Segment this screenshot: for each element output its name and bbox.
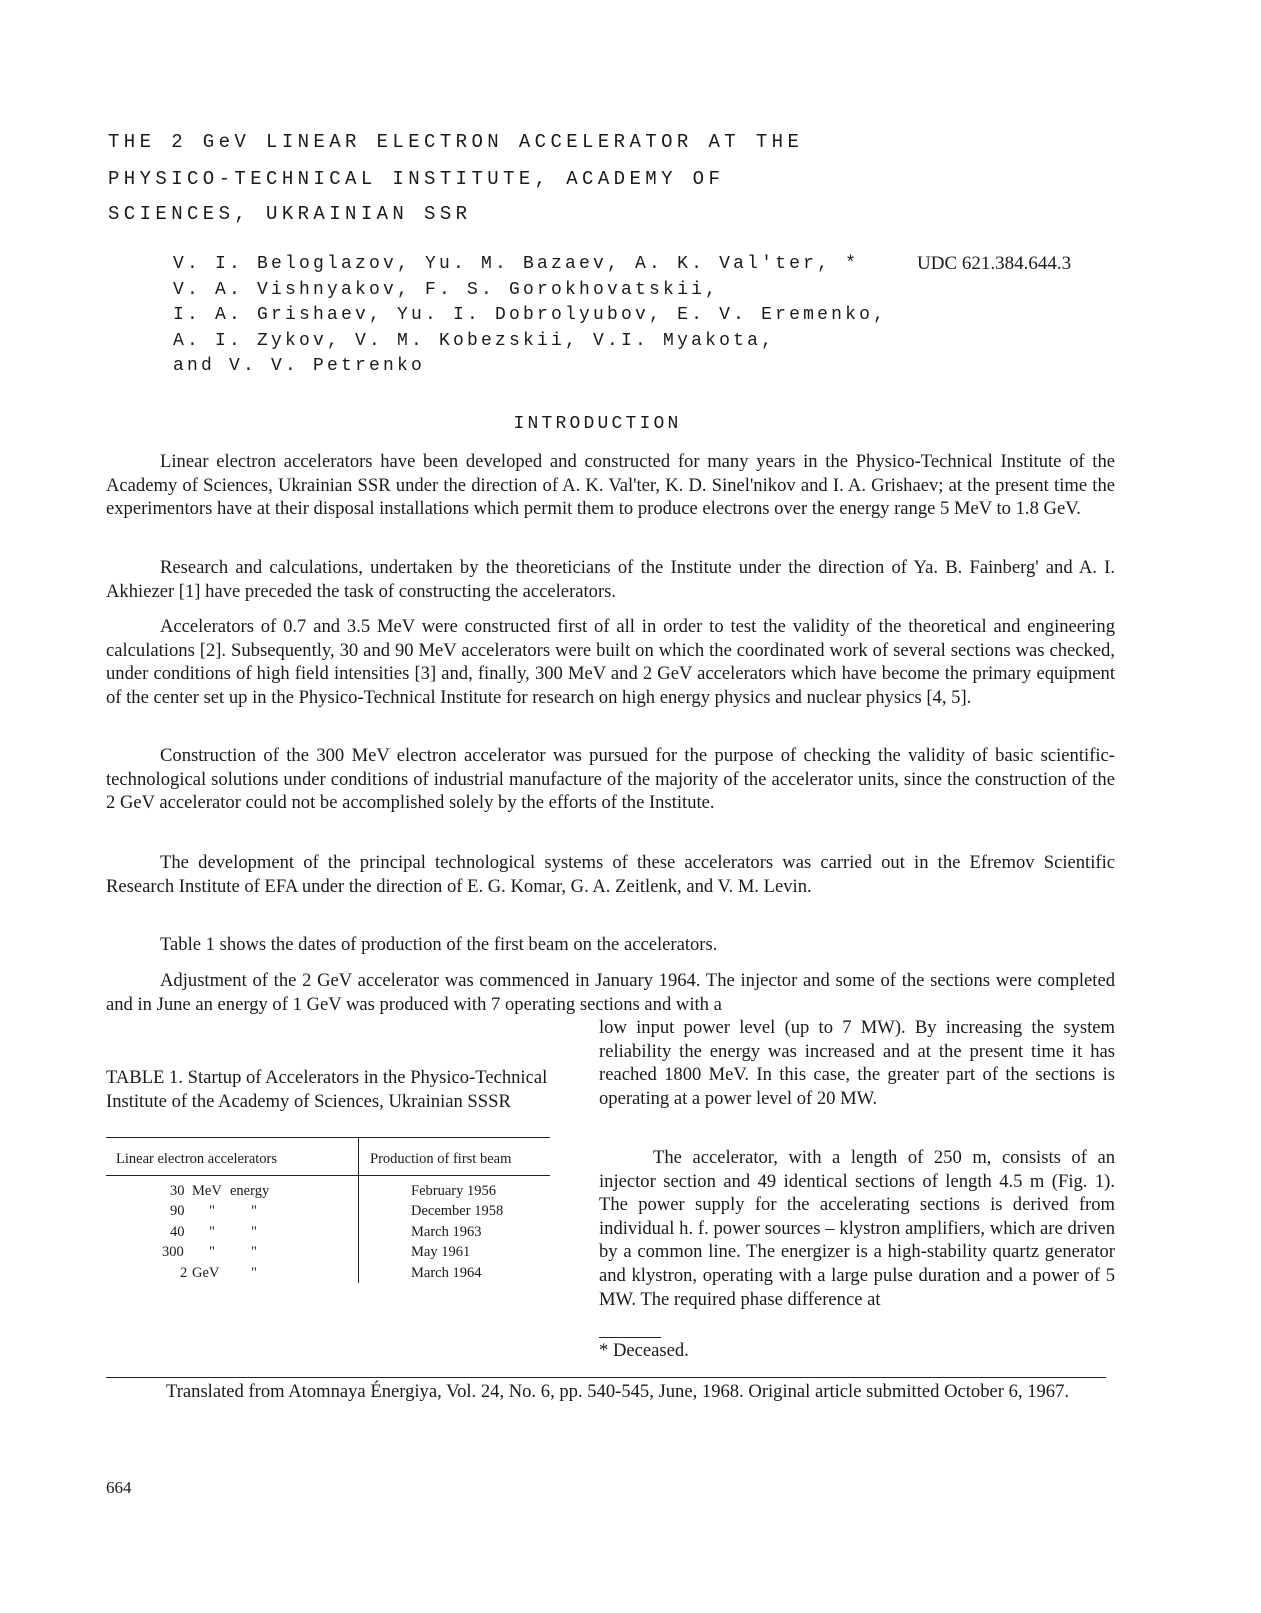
intro-paragraph-5 <box>106 851 1115 898</box>
intro-paragraph-6 <box>106 933 1115 957</box>
paragraph-text: Research and calculations, undertaken by the theoreticians of the Institute under the direction of Ya. B. Fainberg' and A. I. Akhiezer [1] have preceded the task of constructing the accelerators. <box>106 557 1115 602</box>
article-title-line-1: THE 2 GeV LINEAR ELECTRON ACCELERATOR AT THE <box>108 131 804 153</box>
author-line: V. I. Beloglazov, Yu. M. Bazaev, A. K. Val'ter, * <box>173 254 860 274</box>
row-energy-unit: MeV <box>192 1183 222 1199</box>
paragraph-text: Table 1 shows the dates of production of the first beam on the accelerators. <box>160 934 718 955</box>
intro-paragraph-1 <box>106 450 1115 521</box>
paragraph-text: Construction of the 300 MeV electron accelerator was pursued for the purpose of checking the validity of basic scientific-technological solutions under conditions of industrial manufacture of the majority of the accelerator units, since the construction of the 2 GeV accelerator could not be accomplished solely by the efforts of the Institute. <box>106 745 1115 814</box>
section-heading-introduction: INTRODUCTION <box>513 414 682 434</box>
paragraph-text: Accelerators of 0.7 and 3.5 MeV were constructed first of all in order to test the validity of the theoretical and engineering calculations [2]. Subsequently, 30 and 90 MeV accelerators were built on which the coordinated work of several sections was checked, under conditions of high field intensities [3] and, finally, 300 MeV and 2 GeV accelerators which have become the primary equipment of the center set up in the Physico-Technical Institute for research on high energy physics and nuclear physics [4, 5]. <box>106 616 1115 708</box>
table-column-divider <box>358 1137 359 1283</box>
row-energy-desc: " <box>251 1203 257 1219</box>
row-energy-value: 90 <box>170 1203 185 1219</box>
row-energy-value: 30 <box>170 1183 185 1199</box>
footnote-deceased: * Deceased. <box>599 1340 689 1361</box>
article-title-line-2: PHYSICO-TECHNICAL INSTITUTE, ACADEMY OF <box>108 168 725 190</box>
row-first-beam-date: May 1961 <box>411 1244 471 1260</box>
right-column-paragraph-2 <box>599 1146 1115 1311</box>
author-line: I. A. Grishaev, Yu. I. Dobrolyubov, E. V. Eremenko, <box>173 305 888 325</box>
table-caption: TABLE 1. Startup of Accelerators in the Physico-Technical Institute of the Academy of Sciences, Ukrainian SSSR <box>106 1067 548 1112</box>
row-energy-unit: GeV <box>192 1265 220 1281</box>
author-line: V. A. Vishnyakov, F. S. Gorokhovatskii, <box>173 279 720 300</box>
row-first-beam-date: March 1964 <box>411 1265 482 1281</box>
intro-paragraph-7 <box>106 969 1115 1016</box>
intro-paragraph-4 <box>106 744 1115 815</box>
paragraph-text: The accelerator, with a length of 250 m, consists of an injector section and 49 identical sections of length 4.5 m (Fig. 1). The power supply for the accelerating sections is derived from individual h. f. power sources – klystron amplifiers, which are driven by a common line. The energizer is a high-stability quartz generator and klystron, operating with a large pulse duration and a power of 5 MW. The required phase difference at <box>599 1147 1115 1310</box>
intro-paragraph-3 <box>106 615 1115 709</box>
paragraph-text: Adjustment of the 2 GeV accelerator was commenced in January 1964. The injector and some of the sections were completed and in June an energy of 1 GeV was produced with 7 operating sections and with a <box>106 970 1115 1015</box>
row-energy-unit: " <box>209 1203 215 1219</box>
right-column-paragraph-1 <box>599 1016 1115 1110</box>
table-header-rule <box>106 1175 550 1176</box>
table-header-first-beam: Production of first beam <box>370 1151 512 1167</box>
row-energy-desc: " <box>251 1224 257 1240</box>
row-energy-unit: " <box>209 1224 215 1240</box>
table-top-rule <box>106 1137 550 1138</box>
row-first-beam-date: December 1958 <box>411 1203 504 1219</box>
table-header-accelerators: Linear electron accelerators <box>116 1151 278 1167</box>
page-number: 664 <box>106 1478 132 1497</box>
intro-paragraph-2 <box>106 556 1115 603</box>
udc-code: UDC 621.384.644.3 <box>917 253 1072 274</box>
author-line: and V. V. Petrenko <box>173 356 426 376</box>
footer-rule <box>106 1377 1106 1378</box>
paragraph-text: The development of the principal technological systems of these accelerators was carried out in the Efremov Scientific Research Institute of EFA under the direction of E. G. Komar, G. A. Zeitlenk, and V. M. Levin. <box>106 852 1115 897</box>
row-energy-desc: " <box>251 1244 257 1260</box>
row-energy-value: 40 <box>170 1224 185 1240</box>
author-list <box>173 252 887 380</box>
author-line: A. I. Zykov, V. M. Kobezskii, V.I. Myakota, <box>173 330 776 351</box>
footnote-rule <box>599 1337 661 1338</box>
row-first-beam-date: March 1963 <box>411 1224 482 1240</box>
row-energy-unit: " <box>209 1244 215 1260</box>
row-energy-desc: energy <box>230 1183 270 1199</box>
article-title-line-3: SCIENCES, UKRAINIAN SSR <box>108 203 472 225</box>
row-first-beam-date: February 1956 <box>411 1183 496 1199</box>
translation-note: Translated from Atomnaya Énergiya, Vol. 24, No. 6, pp. 540-545, June, 1968. Original article submitted October 6, 1967. <box>166 1381 1070 1402</box>
row-energy-desc: " <box>251 1265 257 1281</box>
row-energy-value: 2 <box>180 1265 188 1281</box>
paragraph-text: low input power level (up to 7 MW). By increasing the system reliability the energy was increased and at the present time it has reached 1800 MeV. In this case, the greater part of the sections is operating at a power level of 20 MW. <box>599 1017 1115 1109</box>
paragraph-text: Linear electron accelerators have been developed and constructed for many years in the Physico-Technical Institute of the Academy of Sciences, Ukrainian SSR under the direction of A. K. Val'ter, K. D. Sinel'nikov and I. A. Grishaev; at the present time the experimentors have at their disposal installations which permit them to produce electrons over the energy range 5 MeV to 1.8 GeV. <box>106 451 1115 520</box>
row-energy-value: 300 <box>162 1244 184 1260</box>
